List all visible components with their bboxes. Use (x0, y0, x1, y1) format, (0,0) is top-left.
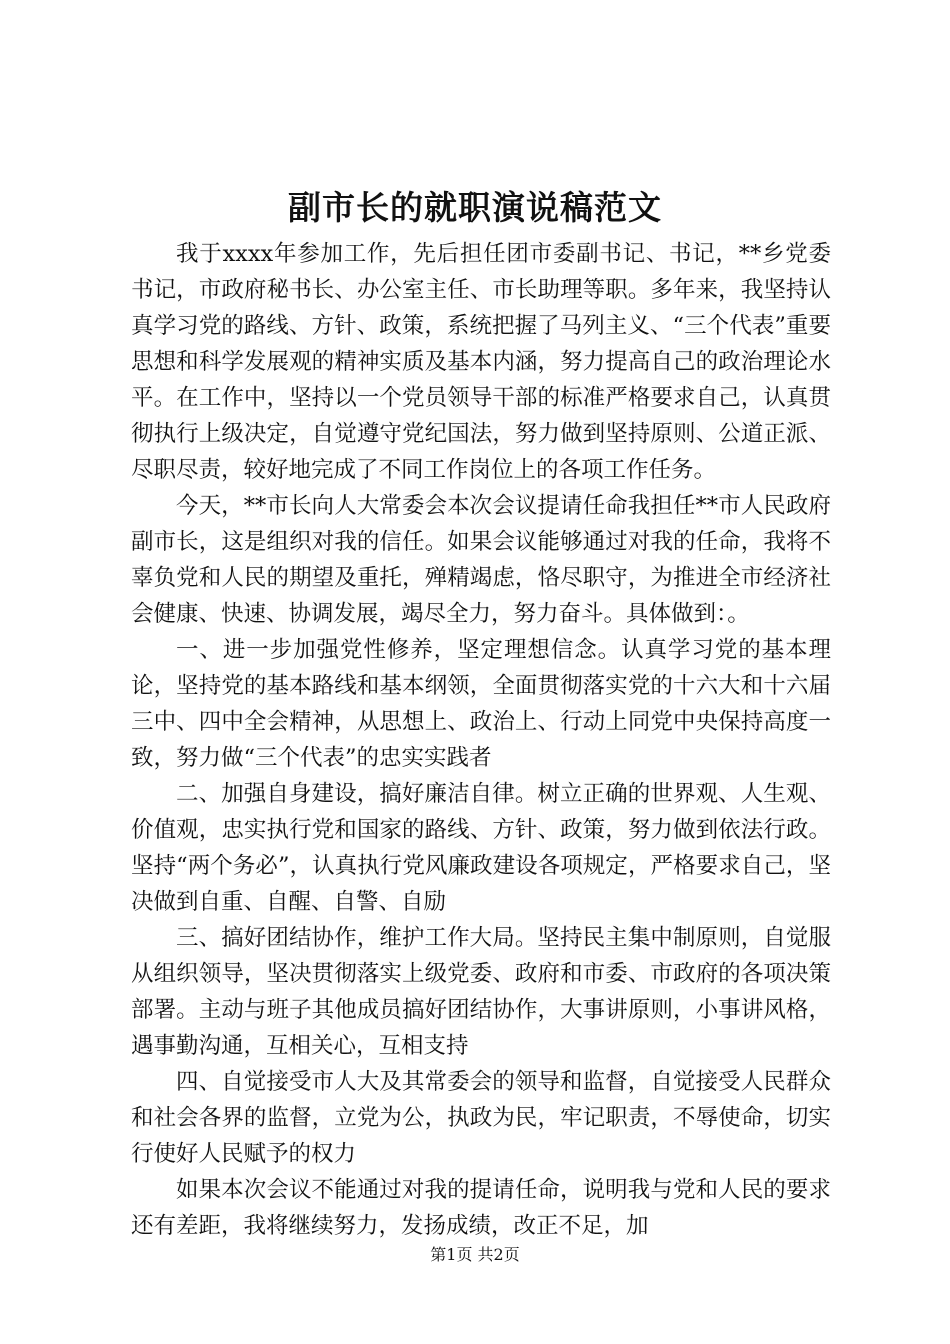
paragraph-6: 四、自觉接受市人大及其常委会的领导和监督，自觉接受人民群众和社会各界的监督，立党为公，执政为民，牢记职责，不辱使命，切实行使好人民赋予的权力 (131, 1069, 831, 1167)
document-body (131, 236, 831, 1244)
paragraph-4: 二、加强自身建设，搞好廉洁自律。树立正确的世界观、人生观、价值观，忠实执行党和国家的路线、方针、政策，努力做到依法行政。坚持“两个务必”，认真执行党风廉政建设各项规定，严格要求自己，坚决做到自重、自醒、自警、自励 (131, 781, 831, 915)
paragraph-5: 三、搞好团结协作，维护工作大局。坚持民主集中制原则，自觉服从组织领导，坚决贯彻落实上级党委、政府和市委、市政府的各项决策部署。主动与班子其他成员搞好团结协作，大事讲原则，小事讲风格，遇事勤沟通，互相关心，互相支持 (131, 925, 831, 1059)
document-title: 副市长的就职演说稿范文 (288, 188, 662, 227)
paragraph-1: 我于xxxx年参加工作，先后担任团市委副书记、书记，**乡党委书记，市政府秘书长、办公室主任、市长助理等职。多年来，我坚持认真学习党的路线、方针、政策，系统把握了马列主义、“三个代表”重要思想和科学发展观的精神实质及基本内涵，努力提高自己的政治理论水平。在工作中，坚持以一个党员领导干部的标准严格要求自己，认真贯彻执行上级决定，自觉遵守党纪国法，努力做到坚持原则、公道正派、尽职尽责，较好地完成了不同工作岗位上的各项工作任务。 (131, 241, 831, 483)
paragraph-7: 如果本次会议不能通过对我的提请任命，说明我与党和人民的要求还有差距，我将继续努力，发扬成绩，改正不足，加 (131, 1177, 831, 1239)
paragraph-3: 一、进一步加强党性修养，坚定理想信念。认真学习党的基本理论，坚持党的基本路线和基本纲领，全面贯彻落实党的十六大和十六届三中、四中全会精神，从思想上、政治上、行动上同党中央保持高度一致，努力做“三个代表”的忠实实践者 (131, 637, 831, 771)
page-indicator: 第1页 共2页 (430, 1245, 520, 1264)
paragraph-2: 今天，**市长向人大常委会本次会议提请任命我担任**市人民政府副市长，这是组织对我的信任。如果会议能够通过对我的任命，我将不辜负党和人民的期望及重托，殚精竭虑，恪尽职守，为推进全市经济社会健康、快速、协调发展，竭尽全力，努力奋斗。具体做到：。 (131, 493, 831, 627)
